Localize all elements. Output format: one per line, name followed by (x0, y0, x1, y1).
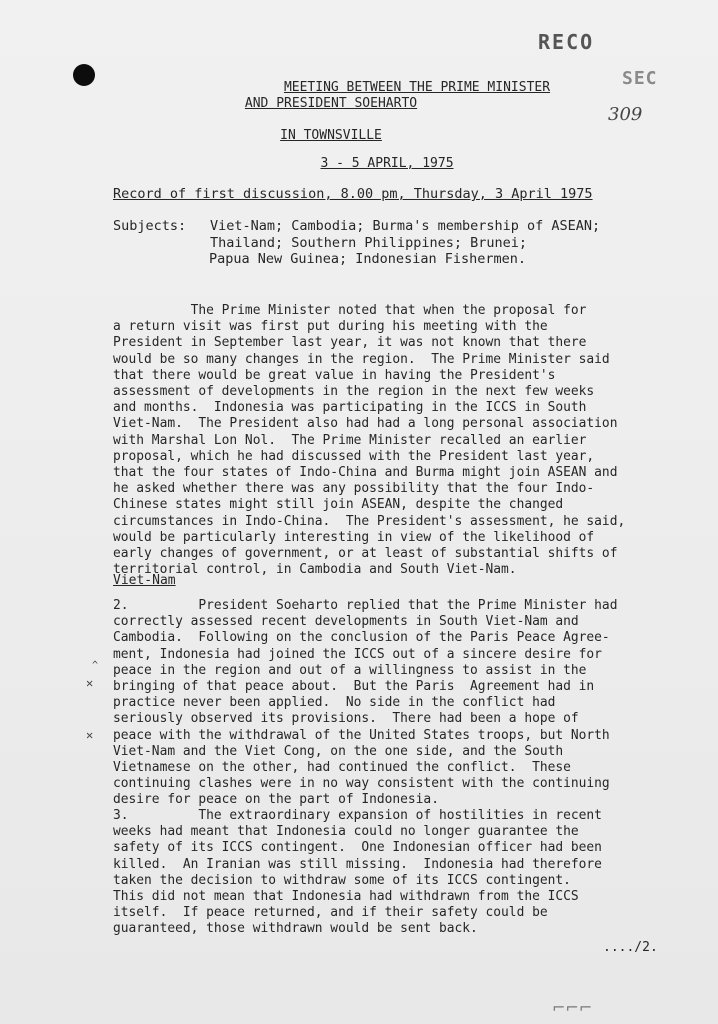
paragraph-line: circumstances in Indo-China. The President's assessment, he said, (113, 513, 626, 529)
paragraph-line: Cambodia. Following on the conclusion of the Paris Peace Agree- (113, 630, 610, 646)
paragraph-line: Chinese states might still join ASEAN, despite the changed (113, 497, 564, 513)
title-date: 3 - 5 APRIL, 1975 (320, 156, 454, 171)
paragraph-line: desire for peace on the part of Indonesia. (113, 792, 439, 808)
paragraph-line: would be particularly interesting in view of the likelihood of (113, 529, 595, 545)
handwritten-mark: ⌐⌐⌐ (552, 998, 593, 1017)
paragraph-line: early changes of government, or at least of substantial shifts of (113, 546, 618, 562)
paragraph-3 (113, 808, 688, 938)
paragraph-line: assessment of developments in the region in the next few weeks (113, 384, 595, 400)
subjects-line: Papua New Guinea; Indonesian Fishermen. (209, 251, 526, 267)
paragraph-line: President in September last year, it was not known that there (113, 335, 587, 351)
subjects-line: Thailand; Southern Philippines; Brunei; (210, 234, 527, 251)
paragraph-line: killed. An Iranian was still missing. Indonesia had therefore (113, 856, 602, 872)
paragraph-line: that the four states of Indo-China and Burma might join ASEAN and (113, 465, 618, 481)
paragraph-line: territorial control, in Cambodia and South Viet-Nam. (113, 562, 517, 578)
paragraph-line: with Marshal Lon Nol. The Prime Minister recalled an earlier (113, 432, 587, 448)
paragraph-line: practice never been applied. No side in the conflict had (113, 695, 556, 711)
paragraph-line: that there would be great value in having the President's (113, 367, 556, 383)
paragraph-1 (113, 303, 688, 578)
paragraph-line: itself. If peace returned, and if their safety could be (113, 905, 548, 921)
paragraph-line: would be so many changes in the region. The Prime Minister said (113, 351, 610, 367)
paragraph-line: This did not mean that Indonesia had withdrawn from the ICCS (113, 889, 579, 905)
paragraph-line: The Prime Minister noted that when the proposal for (113, 303, 587, 318)
paragraph-2 (113, 598, 688, 809)
paragraph-line: a return visit was first put during his meeting with the (113, 319, 548, 335)
record-line: Record of first discussion, 8.00 pm, Thursday, 3 April 1975 (113, 186, 593, 202)
paragraph-line: Viet-Nam and the Viet Cong, on the one side, and the South (113, 743, 564, 759)
paragraph-line: guaranteed, those withdrawn would be sent back. (113, 921, 478, 937)
paragraph-line: seriously observed its provisions. There had been a hope of (113, 711, 579, 727)
paragraph-line: safety of its ICCS contingent. One Indonesian officer had been (113, 840, 602, 856)
record-stamp: RECO (538, 30, 595, 54)
subjects-label: Subjects: (113, 218, 187, 234)
folio-number: 309 (608, 104, 643, 125)
paragraph-line: he asked whether there was any possibility that the four Indo- (113, 481, 595, 497)
margin-caret: ^ (92, 660, 99, 671)
title-line-1: MEETING BETWEEN THE PRIME MINISTER (283, 80, 551, 95)
margin-tick: ✕ (86, 676, 94, 690)
paragraph-line: bringing of that peace about. But the Paris Agreement had in (113, 679, 595, 695)
security-stamp: SEC (622, 68, 658, 89)
margin-tick: ✕ (86, 728, 94, 742)
title-location: IN TOWNSVILLE (280, 128, 382, 143)
paragraph-line: ment, Indonesia had joined the ICCS out of a sincere desire for (113, 646, 602, 662)
paragraph-line: peace with the withdrawal of the United States troops, but North (113, 727, 610, 743)
paragraph-line: Viet-Nam. The President also had had a long personal association (113, 416, 618, 432)
paragraph-line: 2. President Soeharto replied that the Prime Minister had (113, 598, 618, 613)
subjects-list (210, 218, 600, 268)
paragraph-line: correctly assessed recent developments in South Viet-Nam and (113, 614, 579, 630)
paragraph-line: weeks had meant that Indonesia could no longer guarantee the (113, 824, 579, 840)
paragraph-line: continuing clashes were in no way consistent with the continuing (113, 776, 610, 792)
paragraph-line: peace in the region and out of a willingness to assist in the (113, 662, 587, 678)
paragraph-line: taken the decision to withdraw some of its ICCS contingent. (113, 872, 571, 888)
title-line-2: AND PRESIDENT SOEHARTO (244, 96, 418, 111)
paragraph-line: proposal, which he had discussed with the President last year, (113, 448, 595, 464)
paragraph-line: and months. Indonesia was participating in the ICCS in South (113, 400, 587, 416)
section-heading: Viet-Nam (113, 573, 176, 588)
page-continuation: ..../2. (603, 940, 658, 955)
paragraph-line: 3. The extraordinary expansion of hostilities in recent (113, 808, 602, 823)
subjects-line: Viet-Nam; Cambodia; Burma's membership of ASEAN; (210, 218, 601, 234)
paragraph-line: Vietnamese on the other, had continued the conflict. These (113, 760, 571, 776)
